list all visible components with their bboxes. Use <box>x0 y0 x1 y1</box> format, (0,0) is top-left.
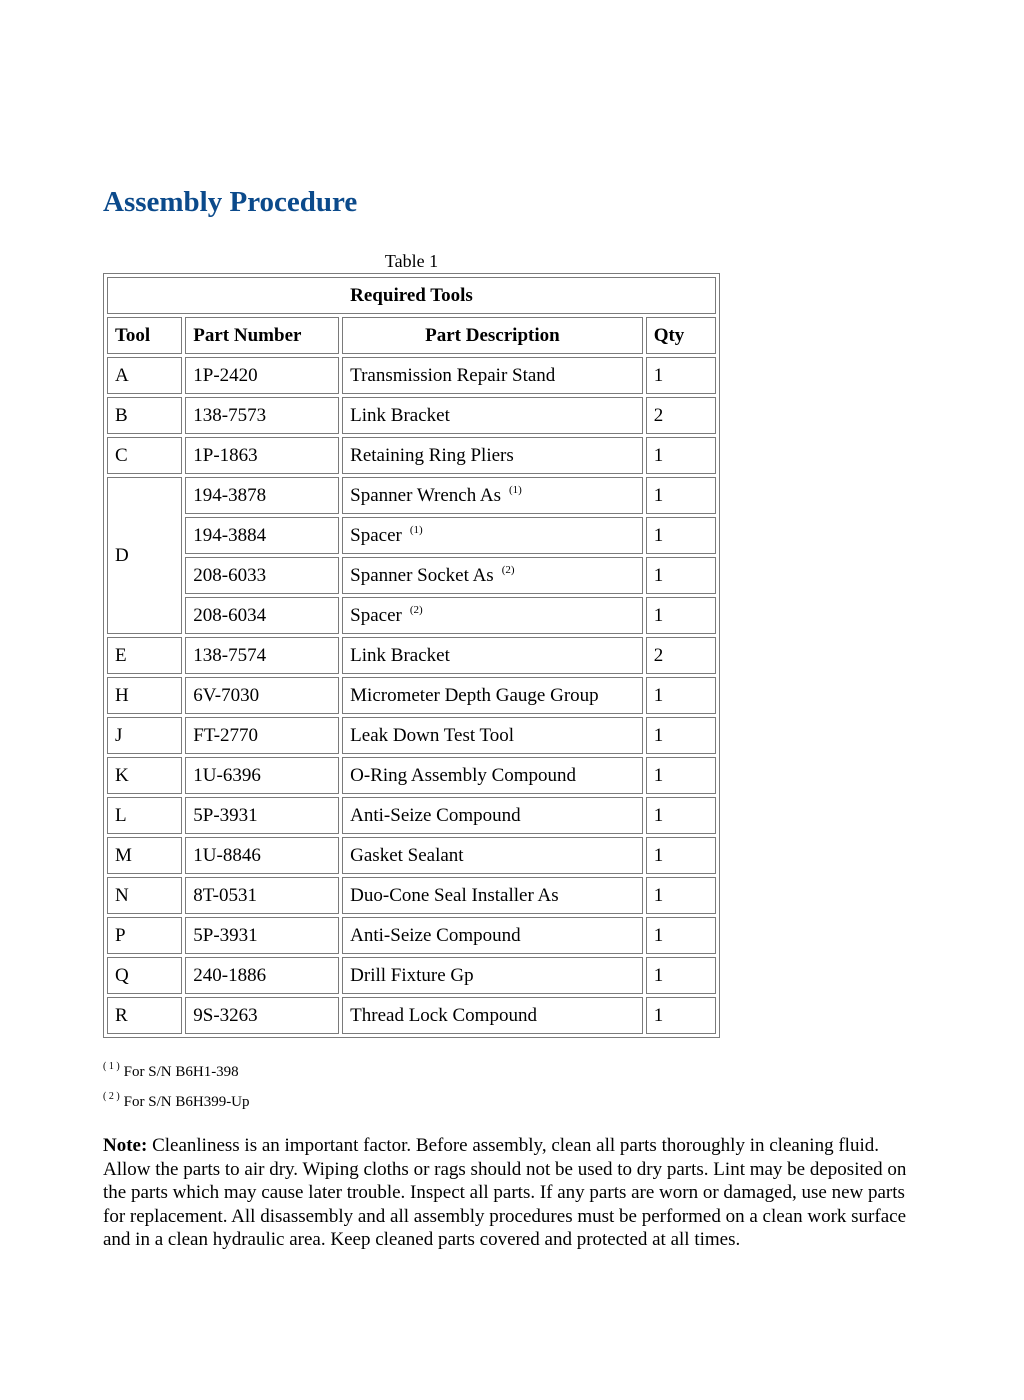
part-description-text: Duo-Cone Seal Installer As <box>350 884 559 906</box>
cell-part-number: 240-1886 <box>185 957 339 994</box>
cell-part-description <box>342 557 643 594</box>
table-row <box>107 477 716 514</box>
footnote-text: For S/N B6H399-Up <box>123 1094 250 1110</box>
part-description-text: Spanner Socket As <box>350 564 494 586</box>
cell-qty: 1 <box>646 717 716 754</box>
footnote-reference: (2) <box>409 603 423 616</box>
table-heading: Required Tools <box>107 277 716 314</box>
cell-qty: 1 <box>646 357 716 394</box>
part-description-text: Gasket Sealant <box>350 844 464 866</box>
part-description-text: Spacer <box>350 524 402 546</box>
cell-qty: 1 <box>646 597 716 634</box>
cell-part-number: 8T-0531 <box>185 877 339 914</box>
cell-tool: D <box>107 477 182 634</box>
cell-qty: 1 <box>646 917 716 954</box>
cell-qty: 1 <box>646 477 716 514</box>
cell-part-description <box>342 997 643 1034</box>
part-description-text: Drill Fixture Gp <box>350 964 474 986</box>
footnote-1 <box>103 1057 250 1087</box>
cell-part-number: 194-3884 <box>185 517 339 554</box>
table-body <box>107 357 716 1034</box>
cell-tool: L <box>107 797 182 834</box>
table-row <box>107 917 716 954</box>
cell-tool: M <box>107 837 182 874</box>
table-row <box>107 637 716 674</box>
cell-part-number: 208-6033 <box>185 557 339 594</box>
part-description-text: Transmission Repair Stand <box>350 364 556 386</box>
cell-part-number: 9S-3263 <box>185 997 339 1034</box>
cell-part-number: 138-7573 <box>185 397 339 434</box>
table-row <box>107 797 716 834</box>
part-description-text: Micrometer Depth Gauge Group <box>350 684 599 706</box>
cell-part-description <box>342 837 643 874</box>
cell-part-description <box>342 437 643 474</box>
footnote-marker: ( 2 ) <box>103 1091 120 1102</box>
required-tools-table <box>103 273 720 1038</box>
cell-part-description <box>342 477 643 514</box>
column-header-row <box>107 317 716 354</box>
part-description-text: Link Bracket <box>350 644 450 666</box>
cell-part-number: FT-2770 <box>185 717 339 754</box>
table-row <box>107 877 716 914</box>
cell-part-number: 138-7574 <box>185 637 339 674</box>
part-description-text: Spacer <box>350 604 402 626</box>
cell-part-number: 1U-6396 <box>185 757 339 794</box>
table-heading-row <box>107 277 716 314</box>
footnotes <box>103 1057 250 1117</box>
cell-qty: 1 <box>646 437 716 474</box>
note-text: Cleanliness is an important factor. Before assembly, clean all parts thoroughly in cleaning fluid. Allow the parts to air dry. Wiping cloths or rags should not be used to dry parts. Lint may be deposited on the parts which may cause later trouble. Inspect all parts. If any parts are worn or damaged, use new parts for replacement. All disassembly and all assembly procedures must be performed on a clean work surface and in a clean hydraulic area. Keep cleaned parts covered and protected at all times. <box>103 1135 907 1250</box>
cell-part-number: 1U-8846 <box>185 837 339 874</box>
cell-tool: Q <box>107 957 182 994</box>
footnote-2 <box>103 1087 250 1117</box>
cell-part-description <box>342 797 643 834</box>
cell-part-description <box>342 917 643 954</box>
cell-part-description <box>342 397 643 434</box>
part-description-text: Anti-Seize Compound <box>350 924 521 946</box>
note-label: Note: <box>103 1135 148 1156</box>
cell-part-number: 6V-7030 <box>185 677 339 714</box>
page-title: Assembly Procedure <box>103 186 358 218</box>
part-description-text: Link Bracket <box>350 404 450 426</box>
cell-part-number: 5P-3931 <box>185 917 339 954</box>
cell-tool: R <box>107 997 182 1034</box>
footnote-reference: (1) <box>409 523 423 536</box>
cell-part-description <box>342 637 643 674</box>
table-row <box>107 717 716 754</box>
column-header-tool: Tool <box>107 317 182 354</box>
cell-part-number: 194-3878 <box>185 477 339 514</box>
cell-qty: 1 <box>646 997 716 1034</box>
cell-qty: 1 <box>646 957 716 994</box>
part-description-text: Spanner Wrench As <box>350 484 502 506</box>
cell-tool: N <box>107 877 182 914</box>
cell-part-number: 208-6034 <box>185 597 339 634</box>
cell-qty: 2 <box>646 637 716 674</box>
cell-qty: 1 <box>646 677 716 714</box>
table-row <box>107 517 716 554</box>
cell-part-number: 1P-1863 <box>185 437 339 474</box>
table-caption: Table 1 <box>384 251 439 271</box>
cell-part-description <box>342 957 643 994</box>
footnote-reference: (2) <box>501 563 515 576</box>
cell-tool: C <box>107 437 182 474</box>
cell-tool: K <box>107 757 182 794</box>
table-row <box>107 557 716 594</box>
table-row <box>107 357 716 394</box>
cell-qty: 2 <box>646 397 716 434</box>
cell-part-description <box>342 877 643 914</box>
cell-part-description <box>342 597 643 634</box>
cell-tool: B <box>107 397 182 434</box>
cell-tool: J <box>107 717 182 754</box>
table-row <box>107 397 716 434</box>
part-description-text: Retaining Ring Pliers <box>350 444 514 466</box>
part-description-text: Anti-Seize Compound <box>350 804 521 826</box>
cell-tool: E <box>107 637 182 674</box>
table-row <box>107 997 716 1034</box>
footnote-marker: ( 1 ) <box>103 1061 120 1072</box>
cell-part-description <box>342 517 643 554</box>
cell-qty: 1 <box>646 877 716 914</box>
cell-part-description <box>342 357 643 394</box>
table-row <box>107 837 716 874</box>
table-row <box>107 437 716 474</box>
cell-qty: 1 <box>646 557 716 594</box>
footnote-text: For S/N B6H1-398 <box>123 1064 239 1080</box>
cell-tool: A <box>107 357 182 394</box>
part-description-text: Thread Lock Compound <box>350 1004 537 1026</box>
cleanliness-note <box>103 1134 923 1252</box>
table-row <box>107 597 716 634</box>
table-row <box>107 957 716 994</box>
table-row <box>107 757 716 794</box>
cell-part-description <box>342 717 643 754</box>
cell-tool: P <box>107 917 182 954</box>
column-header-qty: Qty <box>646 317 716 354</box>
cell-tool: H <box>107 677 182 714</box>
cell-part-number: 1P-2420 <box>185 357 339 394</box>
footnote-reference: (1) <box>509 483 522 496</box>
cell-qty: 1 <box>646 797 716 834</box>
cell-part-number: 5P-3931 <box>185 797 339 834</box>
table-row <box>107 677 716 714</box>
cell-qty: 1 <box>646 837 716 874</box>
part-description-text: O-Ring Assembly Compound <box>350 764 577 786</box>
cell-qty: 1 <box>646 517 716 554</box>
part-description-text: Leak Down Test Tool <box>350 724 515 746</box>
column-header-part-description: Part Description <box>342 317 643 354</box>
cell-qty: 1 <box>646 757 716 794</box>
column-header-part-number: Part Number <box>185 317 339 354</box>
cell-part-description <box>342 757 643 794</box>
cell-part-description <box>342 677 643 714</box>
